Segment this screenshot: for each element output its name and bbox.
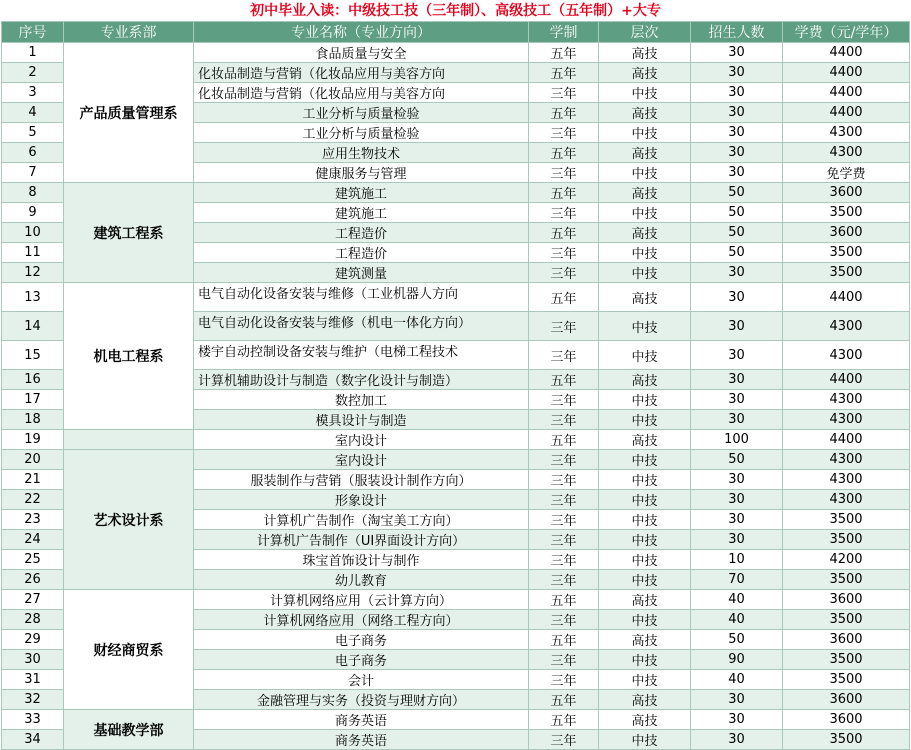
table-row (2, 283, 910, 312)
cell-seq: 20 (2, 450, 64, 470)
cell-major: 计算机网络应用（云计算方向） (194, 590, 529, 610)
cell-seq: 30 (2, 650, 64, 670)
cell-seq: 16 (2, 370, 64, 390)
cell-major: 计算机辅助设计与制造（数字化设计与制造） (194, 370, 529, 390)
cell-fee: 4300 (783, 410, 910, 430)
cell-enroll: 30 (691, 730, 783, 750)
cell-level: 中技 (599, 410, 691, 430)
table-row (2, 710, 910, 730)
cell-duration: 三年 (529, 390, 599, 410)
cell-fee: 3600 (783, 630, 910, 650)
cell-fee: 3500 (783, 510, 910, 530)
table-row (2, 183, 910, 203)
cell-major: 数控加工 (194, 390, 529, 410)
cell-fee: 4300 (783, 470, 910, 490)
cell-fee: 4400 (783, 283, 910, 312)
cell-seq: 18 (2, 410, 64, 430)
cell-duration: 五年 (529, 223, 599, 243)
cell-fee: 3600 (783, 710, 910, 730)
cell-enroll: 30 (691, 390, 783, 410)
cell-seq: 6 (2, 143, 64, 163)
cell-seq: 28 (2, 610, 64, 630)
cell-fee: 3500 (783, 650, 910, 670)
cell-enroll: 30 (691, 710, 783, 730)
cell-level: 中技 (599, 730, 691, 750)
cell-duration: 五年 (529, 103, 599, 123)
cell-level: 中技 (599, 203, 691, 223)
cell-major: 建筑施工 (194, 203, 529, 223)
cell-level: 高技 (599, 710, 691, 730)
cell-duration: 三年 (529, 670, 599, 690)
cell-major: 电气自动化设备安装与维修（机电一体化方向） (194, 312, 529, 341)
cell-enroll: 100 (691, 430, 783, 450)
cell-enroll: 40 (691, 610, 783, 630)
cell-enroll: 50 (691, 223, 783, 243)
cell-duration: 三年 (529, 510, 599, 530)
cell-fee: 4300 (783, 490, 910, 510)
cell-duration: 三年 (529, 730, 599, 750)
cell-level: 中技 (599, 610, 691, 630)
header-duration: 学制 (529, 22, 599, 43)
cell-duration: 五年 (529, 183, 599, 203)
cell-fee: 3600 (783, 183, 910, 203)
cell-duration: 五年 (529, 283, 599, 312)
cell-dept: 基础教学部 (64, 710, 194, 750)
cell-duration: 三年 (529, 263, 599, 283)
cell-major: 服装制作与营销（服装设计制作方向） (194, 470, 529, 490)
cell-seq: 7 (2, 163, 64, 183)
cell-fee: 4400 (783, 83, 910, 103)
cell-seq: 9 (2, 203, 64, 223)
cell-enroll: 50 (691, 450, 783, 470)
cell-level: 中技 (599, 650, 691, 670)
cell-fee: 4200 (783, 550, 910, 570)
table-header-row (2, 22, 910, 43)
cell-seq: 31 (2, 670, 64, 690)
cell-major: 建筑测量 (194, 263, 529, 283)
cell-seq: 21 (2, 470, 64, 490)
cell-enroll: 30 (691, 510, 783, 530)
cell-fee: 3500 (783, 243, 910, 263)
cell-fee: 4300 (783, 312, 910, 341)
cell-duration: 三年 (529, 410, 599, 430)
cell-level: 中技 (599, 263, 691, 283)
cell-duration: 三年 (529, 610, 599, 630)
cell-fee: 4300 (783, 450, 910, 470)
cell-level: 中技 (599, 490, 691, 510)
cell-major: 建筑施工 (194, 183, 529, 203)
cell-enroll: 40 (691, 670, 783, 690)
cell-level: 中技 (599, 341, 691, 370)
cell-seq: 34 (2, 730, 64, 750)
cell-enroll: 30 (691, 263, 783, 283)
cell-seq: 8 (2, 183, 64, 203)
enrollment-table (1, 21, 910, 750)
cell-seq: 5 (2, 123, 64, 143)
cell-duration: 三年 (529, 470, 599, 490)
cell-duration: 三年 (529, 450, 599, 470)
cell-fee: 4400 (783, 430, 910, 450)
cell-enroll: 30 (691, 123, 783, 143)
cell-seq: 4 (2, 103, 64, 123)
cell-level: 中技 (599, 312, 691, 341)
cell-duration: 三年 (529, 530, 599, 550)
cell-fee: 3500 (783, 730, 910, 750)
cell-level: 高技 (599, 43, 691, 63)
cell-fee: 免学费 (783, 163, 910, 183)
cell-dept: 机电工程系 (64, 283, 194, 430)
cell-level: 中技 (599, 390, 691, 410)
cell-major: 室内设计 (194, 450, 529, 470)
cell-level: 高技 (599, 143, 691, 163)
header-dept: 专业系部 (64, 22, 194, 43)
cell-enroll: 30 (691, 143, 783, 163)
cell-enroll: 30 (691, 410, 783, 430)
cell-duration: 五年 (529, 690, 599, 710)
cell-duration: 五年 (529, 43, 599, 63)
cell-major: 楼宇自动控制设备安装与维护（电梯工程技术 (194, 341, 529, 370)
cell-fee: 4300 (783, 123, 910, 143)
cell-major: 化妆品制造与营销（化妆品应用与美容方向 (194, 63, 529, 83)
cell-level: 高技 (599, 283, 691, 312)
cell-level: 中技 (599, 123, 691, 143)
table-row (2, 450, 910, 470)
cell-major: 模具设计与制造 (194, 410, 529, 430)
cell-level: 高技 (599, 223, 691, 243)
table-row (2, 590, 910, 610)
cell-enroll: 40 (691, 590, 783, 610)
cell-level: 中技 (599, 570, 691, 590)
cell-seq: 2 (2, 63, 64, 83)
cell-major: 工程造价 (194, 243, 529, 263)
cell-duration: 三年 (529, 650, 599, 670)
cell-seq: 17 (2, 390, 64, 410)
cell-seq: 10 (2, 223, 64, 243)
cell-seq: 32 (2, 690, 64, 710)
cell-fee: 3600 (783, 223, 910, 243)
cell-seq: 19 (2, 430, 64, 450)
page-title: 初中毕业入读：中级技工技（三年制）、高级技工（五年制）+大专 (250, 3, 661, 19)
cell-fee: 3500 (783, 203, 910, 223)
cell-enroll: 30 (691, 163, 783, 183)
cell-major: 工业分析与质量检验 (194, 103, 529, 123)
cell-dept: 财经商贸系 (64, 590, 194, 710)
cell-major: 计算机广告制作（UI界面设计方向） (194, 530, 529, 550)
cell-major: 健康服务与管理 (194, 163, 529, 183)
cell-enroll: 30 (691, 690, 783, 710)
cell-fee: 4300 (783, 341, 910, 370)
cell-dept: 产品质量管理系 (64, 43, 194, 183)
cell-fee: 4400 (783, 103, 910, 123)
cell-enroll: 30 (691, 312, 783, 341)
cell-enroll: 90 (691, 650, 783, 670)
cell-major: 食品质量与安全 (194, 43, 529, 63)
cell-level: 中技 (599, 510, 691, 530)
cell-enroll: 50 (691, 243, 783, 263)
cell-duration: 三年 (529, 570, 599, 590)
cell-seq: 25 (2, 550, 64, 570)
cell-dept: 艺术设计系 (64, 450, 194, 590)
cell-duration: 五年 (529, 710, 599, 730)
cell-enroll: 30 (691, 470, 783, 490)
cell-seq: 23 (2, 510, 64, 530)
cell-level: 高技 (599, 183, 691, 203)
cell-seq: 3 (2, 83, 64, 103)
cell-enroll: 30 (691, 63, 783, 83)
cell-enroll: 30 (691, 490, 783, 510)
cell-fee: 3600 (783, 590, 910, 610)
cell-fee: 4400 (783, 63, 910, 83)
cell-duration: 五年 (529, 143, 599, 163)
cell-major: 珠宝首饰设计与制作 (194, 550, 529, 570)
cell-fee: 4400 (783, 370, 910, 390)
cell-fee: 3500 (783, 570, 910, 590)
cell-major: 金融管理与实务（投资与理财方向） (194, 690, 529, 710)
table-row (2, 430, 910, 450)
cell-enroll: 30 (691, 530, 783, 550)
cell-enroll: 50 (691, 630, 783, 650)
cell-major: 幼儿教育 (194, 570, 529, 590)
cell-seq: 13 (2, 283, 64, 312)
cell-duration: 五年 (529, 430, 599, 450)
cell-seq: 33 (2, 710, 64, 730)
table-row (2, 43, 910, 63)
cell-major: 计算机网络应用（网络工程方向） (194, 610, 529, 630)
cell-enroll: 70 (691, 570, 783, 590)
cell-level: 高技 (599, 690, 691, 710)
cell-seq: 11 (2, 243, 64, 263)
cell-duration: 三年 (529, 203, 599, 223)
cell-major: 应用生物技术 (194, 143, 529, 163)
cell-major: 室内设计 (194, 430, 529, 450)
cell-duration: 五年 (529, 63, 599, 83)
header-fee: 学费（元/学年） (783, 22, 910, 43)
cell-duration: 三年 (529, 312, 599, 341)
cell-level: 高技 (599, 630, 691, 650)
cell-major: 会计 (194, 670, 529, 690)
cell-fee: 4300 (783, 390, 910, 410)
cell-level: 中技 (599, 163, 691, 183)
cell-level: 高技 (599, 63, 691, 83)
cell-enroll: 10 (691, 550, 783, 570)
cell-fee: 3500 (783, 263, 910, 283)
cell-seq: 22 (2, 490, 64, 510)
cell-fee: 4300 (783, 143, 910, 163)
cell-seq: 27 (2, 590, 64, 610)
cell-major: 电气自动化设备安装与维修（工业机器人方向 (194, 283, 529, 312)
cell-enroll: 30 (691, 43, 783, 63)
cell-enroll: 30 (691, 341, 783, 370)
cell-enroll: 30 (691, 83, 783, 103)
table-body (2, 43, 910, 750)
cell-seq: 1 (2, 43, 64, 63)
cell-major: 工业分析与质量检验 (194, 123, 529, 143)
cell-level: 高技 (599, 103, 691, 123)
cell-level: 中技 (599, 470, 691, 490)
cell-seq: 26 (2, 570, 64, 590)
cell-level: 中技 (599, 550, 691, 570)
cell-duration: 三年 (529, 341, 599, 370)
cell-seq: 14 (2, 312, 64, 341)
cell-enroll: 50 (691, 183, 783, 203)
cell-major: 工程造价 (194, 223, 529, 243)
cell-major: 电子商务 (194, 630, 529, 650)
cell-major: 化妆品制造与营销（化妆品应用与美容方向 (194, 83, 529, 103)
cell-duration: 五年 (529, 370, 599, 390)
cell-fee: 3500 (783, 530, 910, 550)
cell-fee: 3500 (783, 670, 910, 690)
cell-duration: 三年 (529, 83, 599, 103)
cell-dept (64, 430, 194, 450)
cell-duration: 三年 (529, 243, 599, 263)
cell-major: 商务英语 (194, 730, 529, 750)
cell-level: 中技 (599, 450, 691, 470)
cell-duration: 五年 (529, 630, 599, 650)
cell-level: 高技 (599, 430, 691, 450)
cell-enroll: 30 (691, 103, 783, 123)
cell-major: 计算机广告制作（淘宝美工方向） (194, 510, 529, 530)
header-level: 层次 (599, 22, 691, 43)
cell-level: 高技 (599, 590, 691, 610)
header-enroll: 招生人数 (691, 22, 783, 43)
cell-level: 中技 (599, 83, 691, 103)
cell-level: 中技 (599, 670, 691, 690)
cell-level: 中技 (599, 530, 691, 550)
cell-dept: 建筑工程系 (64, 183, 194, 283)
cell-duration: 三年 (529, 550, 599, 570)
cell-seq: 29 (2, 630, 64, 650)
cell-enroll: 50 (691, 203, 783, 223)
cell-enroll: 30 (691, 370, 783, 390)
cell-seq: 12 (2, 263, 64, 283)
cell-seq: 24 (2, 530, 64, 550)
cell-fee: 3500 (783, 610, 910, 630)
cell-duration: 三年 (529, 163, 599, 183)
cell-major: 形象设计 (194, 490, 529, 510)
cell-level: 中技 (599, 243, 691, 263)
cell-duration: 三年 (529, 123, 599, 143)
cell-fee: 4400 (783, 43, 910, 63)
cell-major: 商务英语 (194, 710, 529, 730)
cell-duration: 五年 (529, 590, 599, 610)
cell-seq: 15 (2, 341, 64, 370)
cell-duration: 三年 (529, 490, 599, 510)
cell-major: 电子商务 (194, 650, 529, 670)
cell-level: 高技 (599, 370, 691, 390)
cell-enroll: 30 (691, 283, 783, 312)
header-seq: 序号 (2, 22, 64, 43)
header-major: 专业名称（专业方向） (194, 22, 529, 43)
cell-fee: 3600 (783, 690, 910, 710)
